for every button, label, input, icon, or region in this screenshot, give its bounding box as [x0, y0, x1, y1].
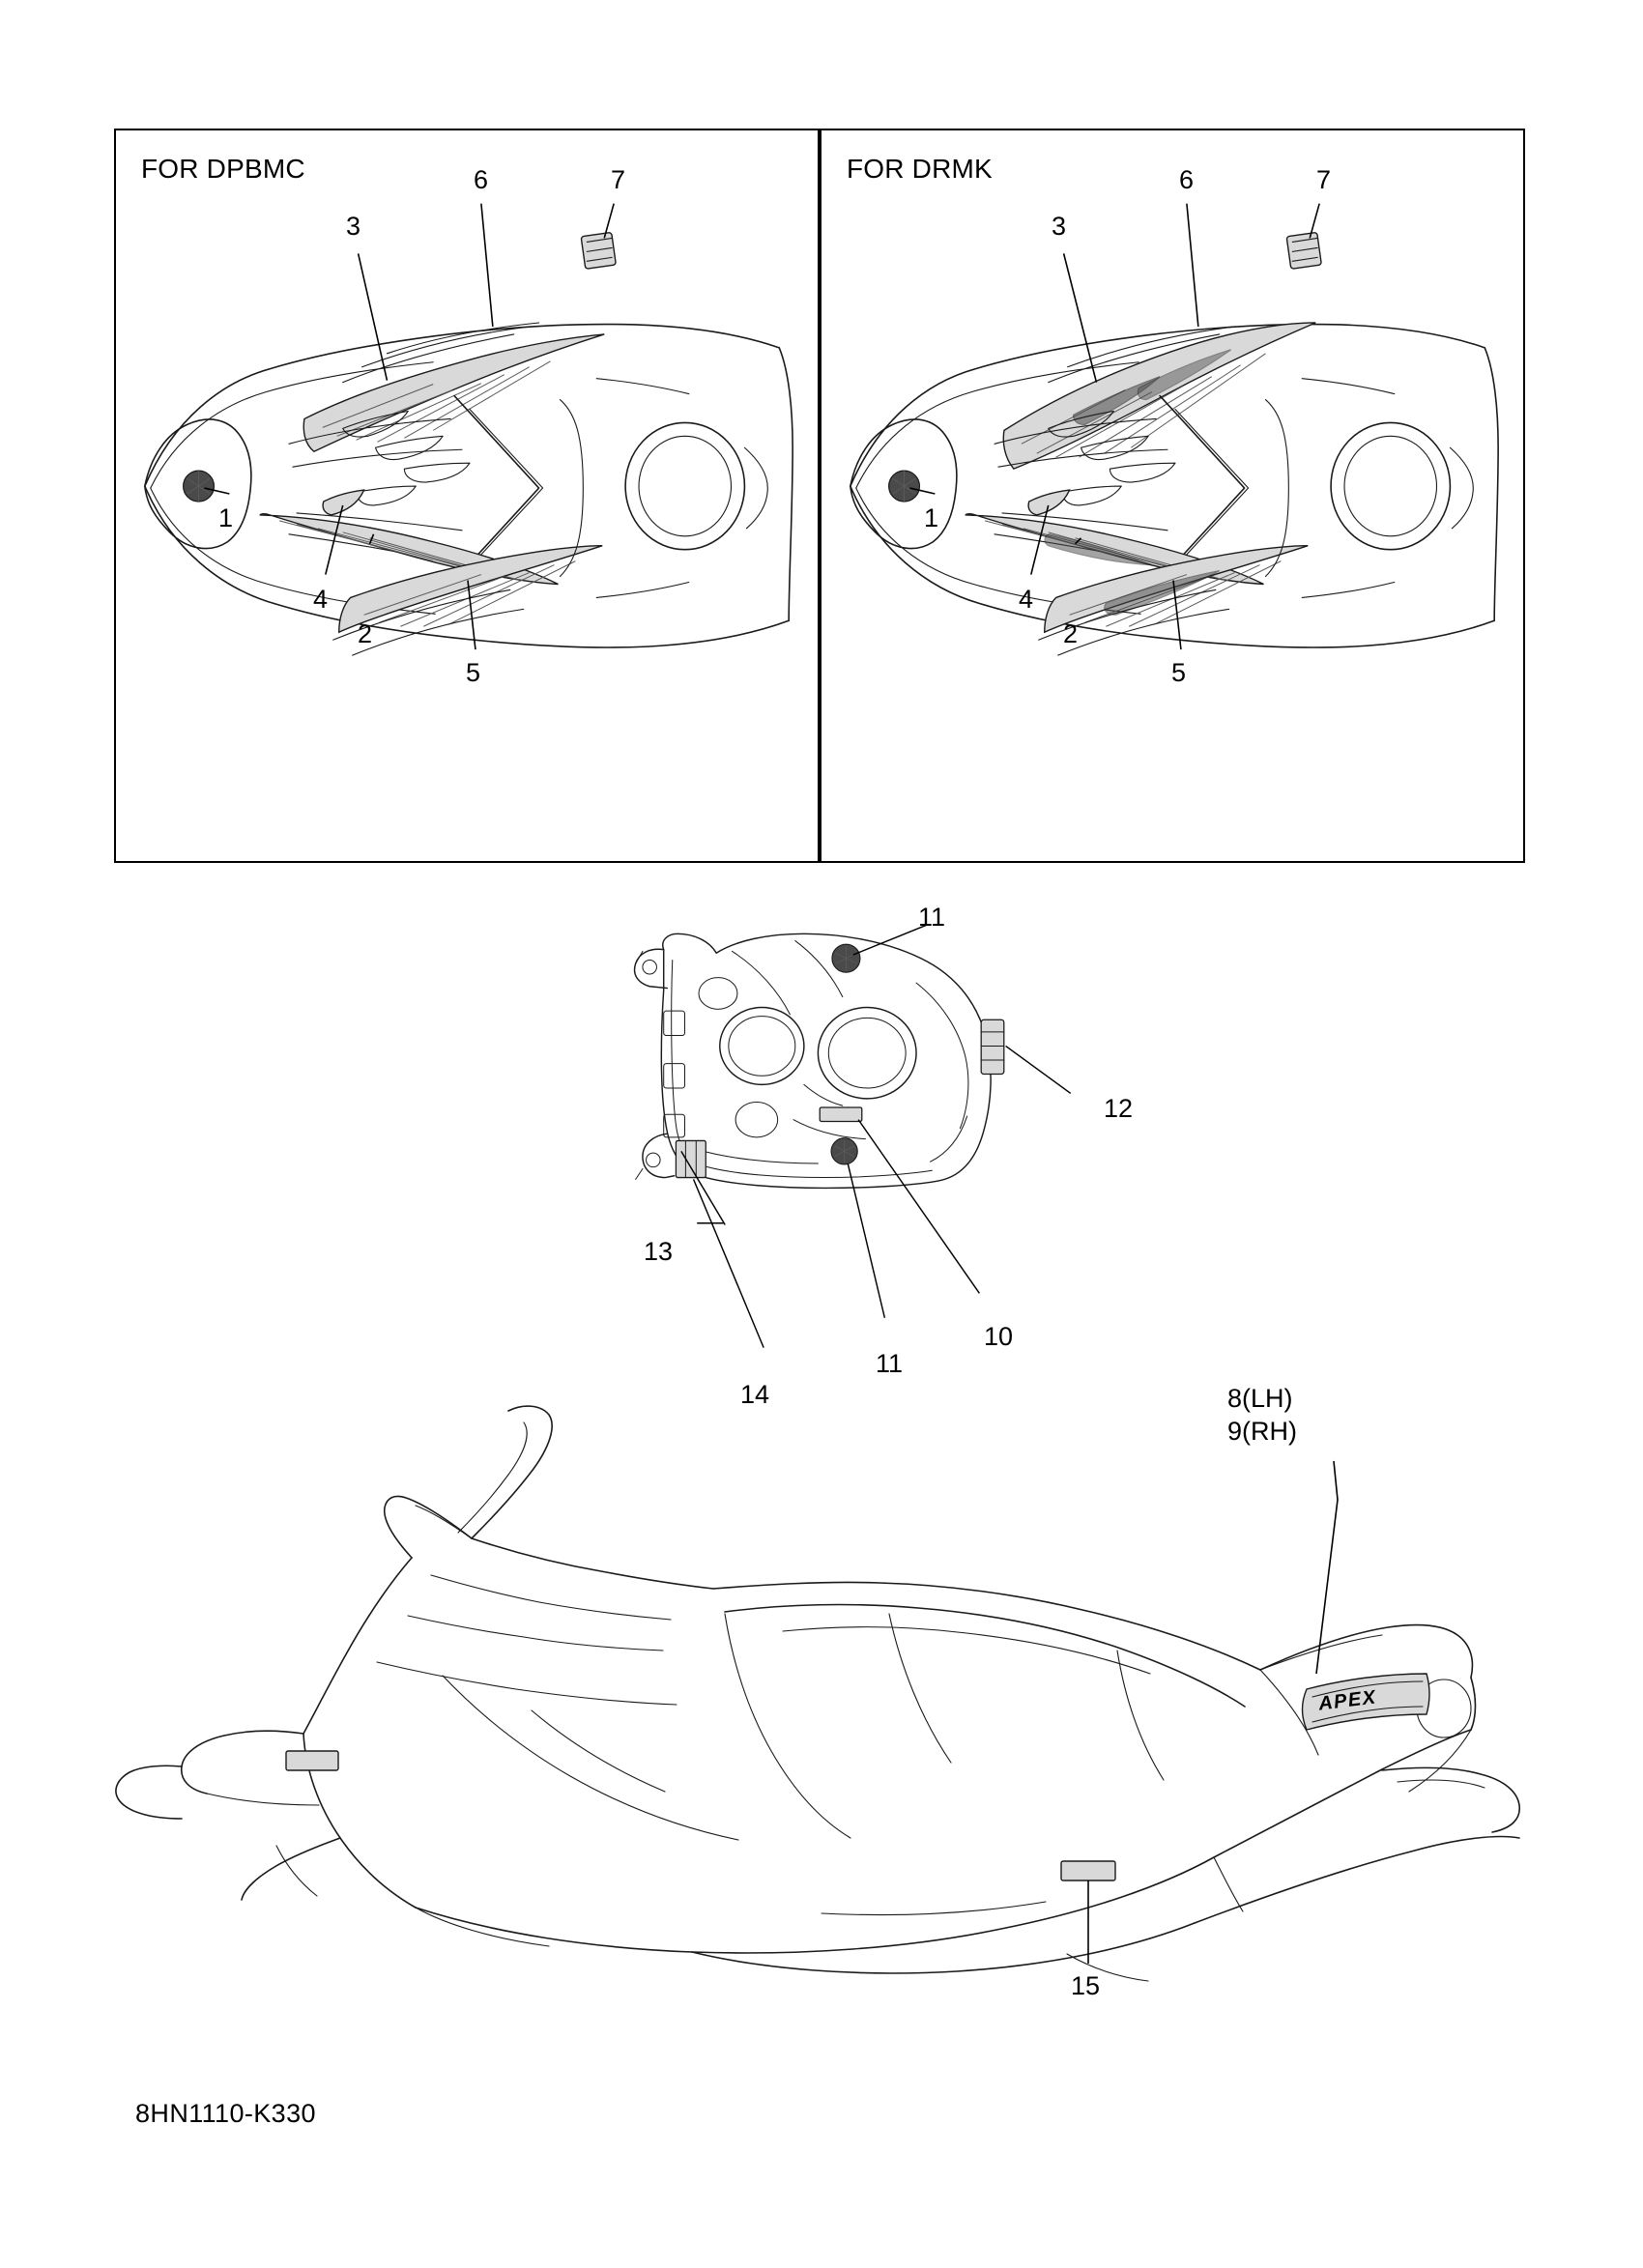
- callout-13: 13: [644, 1237, 674, 1266]
- callout-2: 2: [358, 619, 373, 648]
- cowling-front-graphic: [541, 899, 1140, 1372]
- cowling-front-view-group: [541, 899, 1140, 1409]
- callout-4: 4: [1019, 585, 1034, 614]
- drawing-part-code: 8HN1110-K330: [135, 2099, 316, 2128]
- hood-graphic-drmk: [822, 130, 1523, 861]
- callout-2: 2: [1063, 619, 1079, 648]
- callout-1: 1: [218, 503, 234, 532]
- panel-title-drmk: FOR DRMK: [847, 154, 993, 184]
- panel-title-dpbmc: FOR DPBMC: [141, 154, 305, 184]
- panel-for-drmk: [820, 129, 1525, 863]
- callout-11-lower: 11: [876, 1349, 904, 1378]
- apex-emblem-text: APEX: [1317, 1686, 1378, 1715]
- callout-3: 3: [1052, 212, 1067, 241]
- callout-5: 5: [1171, 658, 1187, 687]
- callout-6: 6: [474, 165, 489, 194]
- callout-8-lh: 8(LH): [1227, 1384, 1293, 1413]
- callout-4: 4: [313, 585, 329, 614]
- callout-15: 15: [1071, 1971, 1101, 2000]
- callout-12: 12: [1104, 1094, 1134, 1123]
- callout-14: 14: [740, 1380, 770, 1409]
- panel-for-dpbmc: [114, 129, 820, 863]
- hood-graphic-dpbmc: [116, 130, 818, 861]
- callout-5: 5: [466, 658, 481, 687]
- callout-9-rh: 9(RH): [1227, 1417, 1297, 1446]
- callout-3: 3: [346, 212, 361, 241]
- callout-6: 6: [1179, 165, 1195, 194]
- callout-11-upper: 11: [918, 903, 946, 932]
- sled-side-view-group: [87, 1384, 1556, 2010]
- callout-7: 7: [1316, 165, 1332, 194]
- callout-1: 1: [924, 503, 939, 532]
- callout-7: 7: [611, 165, 626, 194]
- callout-10: 10: [984, 1322, 1014, 1351]
